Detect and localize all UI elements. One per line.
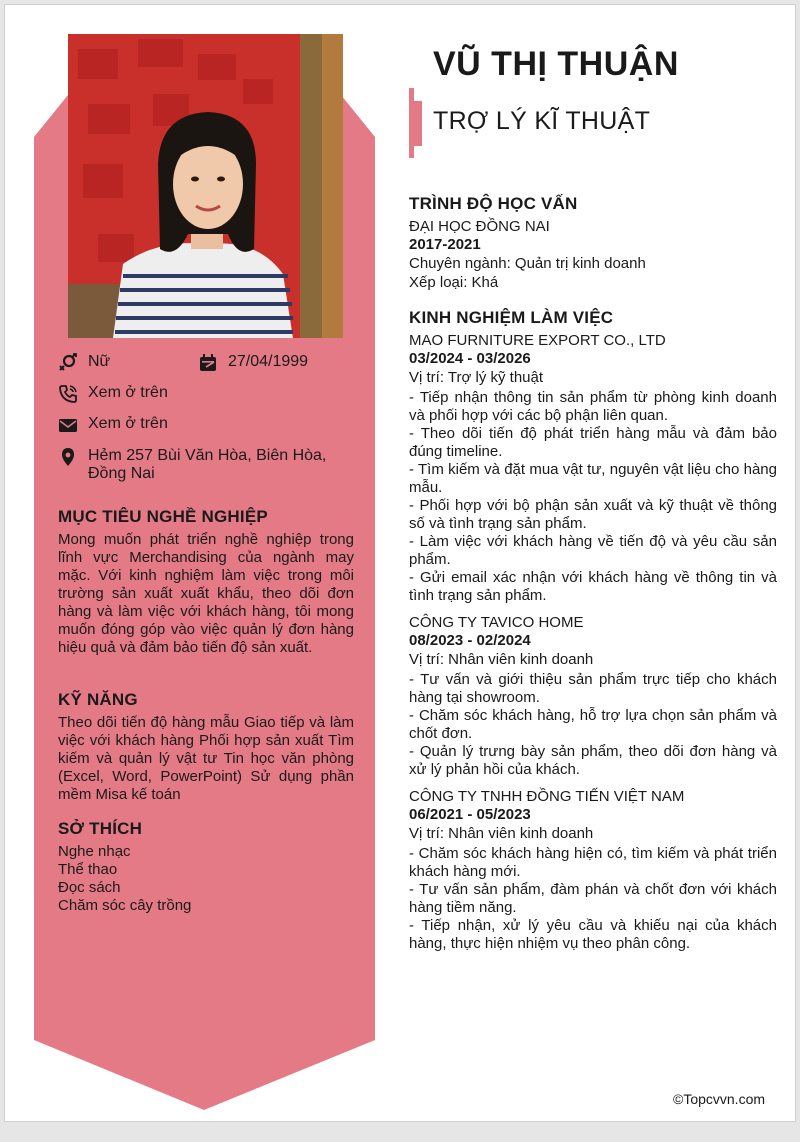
job-duty: - Quản lý trưng bày sản phẩm, theo dõi đơn hàng và xử lý phản hồi của khách.: [409, 743, 777, 778]
job-entry: [409, 787, 777, 953]
objective-section: [58, 507, 354, 657]
job-duty: - Theo dõi tiến độ phát triển hàng mẫu và đảm bảo đúng timeline.: [409, 425, 777, 460]
gender-icon: [58, 353, 78, 373]
skills-section: [58, 690, 354, 804]
job-position: Vị trí: Trợ lý kỹ thuật: [409, 369, 544, 386]
job-duty: - Tiếp nhận thông tin sản phẩm từ phòng kinh doanh và phối hợp với các bộ phận liên quan.: [409, 389, 777, 424]
envelope-icon: [58, 415, 78, 435]
hobbies-section: [58, 819, 354, 915]
hobby-item: Chăm sóc cây trồng: [58, 897, 192, 914]
job-duty: - Phối hợp với bộ phận sản xuất và kỹ thuật về thông số và tình trạng sản phẩm.: [409, 497, 777, 532]
address-text: Hẻm 257 Bùi Văn Hòa, Biên Hòa, Đồng Nai: [88, 447, 327, 482]
job-period: 03/2024 - 03/2026: [409, 350, 531, 367]
education-title: TRÌNH ĐỘ HỌC VẤN: [409, 194, 578, 213]
gender-text: Nữ: [88, 353, 111, 370]
skills-title: KỸ NĂNG: [58, 690, 138, 709]
job-title: TRỢ LÝ KĨ THUẬT: [433, 107, 651, 135]
job-duty: - Tiếp nhận, xử lý yêu cầu và khiếu nại của khách hàng, thực hiện nhiệm vụ theo phân công.: [409, 917, 777, 952]
company-name: CÔNG TY TNHH ĐỒNG TIẾN VIỆT NAM: [409, 788, 685, 805]
phone-icon: [58, 384, 78, 404]
job-period: 06/2021 - 05/2023: [409, 806, 531, 823]
education-major: Chuyên ngành: Quản trị kinh doanh: [409, 255, 646, 272]
job-duty: - Tìm kiếm và đặt mua vật tư, nguyên vật liệu cho hàng mẫu.: [409, 461, 777, 496]
cv-page: [4, 4, 796, 1122]
education-period: 2017-2021: [409, 236, 481, 253]
education-section: [409, 194, 777, 292]
job-position: Vị trí: Nhân viên kinh doanh: [409, 651, 594, 668]
job-duty: - Tư vấn và giới thiệu sản phẩm trực tiếp cho khách hàng tại showroom.: [409, 671, 777, 706]
job-duty: - Tư vấn sản phẩm, đàm phán và chốt đơn với khách hàng tiềm năng.: [409, 881, 777, 916]
company-name: CÔNG TY TAVICO HOME: [409, 614, 584, 631]
company-name: MAO FURNITURE EXPORT CO., LTD: [409, 332, 666, 349]
hobbies-list: [58, 843, 354, 915]
copyright-text: ©Topcvvn.com: [673, 1091, 766, 1107]
phone-row: [58, 384, 168, 404]
profile-photo: [68, 34, 343, 338]
experience-title: KINH NGHIỆM LÀM VIỆC: [409, 308, 614, 327]
objective-title: MỤC TIÊU NGHỀ NGHIỆP: [58, 507, 268, 526]
birthday-row: [198, 353, 308, 373]
gender-row: [58, 353, 110, 373]
skills-text: Theo dõi tiến độ hàng mẫu Giao tiếp và làm việc với khách hàng Phối hợp sản xuất Tìm kiếm và quản lý vật tư Tin học văn phòng (Excel, Word, PowerPoint) Sử dụng phần mềm Misa kế toán: [58, 714, 354, 803]
calendar-icon: [198, 353, 218, 373]
experience-section: [409, 308, 777, 961]
email-text: Xem ở trên: [88, 415, 168, 432]
candidate-name: VŨ THỊ THUẬN: [433, 45, 679, 83]
hobby-item: Nghe nhạc: [58, 843, 131, 860]
school-name: ĐẠI HỌC ĐỒNG NAI: [409, 218, 550, 235]
objective-text: Mong muốn phát triển nghề nghiệp trong lĩnh vực Merchandising của ngành may mặc. Với kinh nghiệm làm việc trong môi trường sản xuất xuất khẩu, theo dõi đơn hàng và làm việc với khách hàng, tôi mong muốn đóng góp vào việc quản lý đơn hàng hiệu quả và đảm bảo tiến độ sản xuất.: [58, 531, 354, 656]
birthday-text: 27/04/1999: [228, 353, 309, 370]
title-accent-block: [414, 101, 422, 146]
job-position: Vị trí: Nhân viên kinh doanh: [409, 825, 594, 842]
address-row: [58, 447, 338, 483]
job-duty: - Chăm sóc khách hàng, hỗ trợ lựa chọn sản phẩm và chốt đơn.: [409, 707, 777, 742]
hobby-item: Thể thao: [58, 861, 118, 878]
job-duty: - Làm việc với khách hàng về tiến độ và yêu cầu sản phẩm.: [409, 533, 777, 568]
hobbies-title: SỞ THÍCH: [58, 819, 143, 838]
job-duty: - Gửi email xác nhận với khách hàng về thông tin và tình trạng sản phẩm.: [409, 569, 777, 604]
job-entry: [409, 331, 777, 605]
phone-text: Xem ở trên: [88, 384, 168, 401]
email-row: [58, 415, 168, 435]
job-duty: - Chăm sóc khách hàng hiện có, tìm kiếm và phát triển khách hàng mới.: [409, 845, 777, 880]
location-pin-icon: [58, 447, 78, 467]
job-entry: [409, 613, 777, 779]
hobby-item: Đọc sách: [58, 879, 121, 896]
education-grade: Xếp loại: Khá: [409, 274, 499, 291]
job-period: 08/2023 - 02/2024: [409, 632, 531, 649]
